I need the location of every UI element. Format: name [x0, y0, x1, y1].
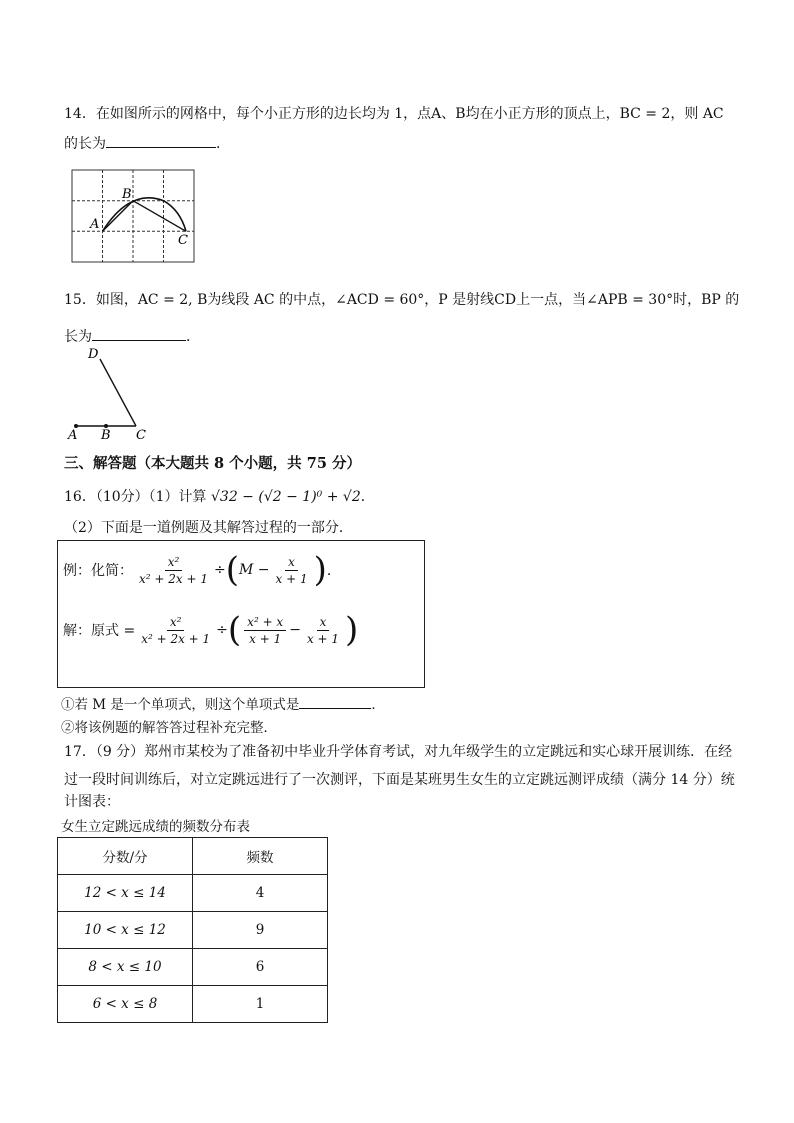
header-score: 分数/分: [58, 838, 193, 875]
q15-answer-blank[interactable]: [92, 326, 186, 341]
q16-part1-suffix: ．: [360, 489, 375, 505]
example-frac2-den: x + 1: [275, 571, 308, 586]
cell-range: 10 < x ≤ 12: [58, 912, 193, 949]
example-row: [63, 550, 341, 590]
cell-range: 12 < x ≤ 14: [58, 875, 193, 912]
example-frac2: [273, 555, 311, 586]
q14-suffix: ．: [216, 136, 230, 152]
q16-sub1-blank[interactable]: [299, 694, 371, 709]
cell-count: 6: [193, 949, 328, 986]
segment-bc: [133, 201, 186, 232]
solution-frac2: [244, 615, 286, 646]
q17-line1: 17．（9 分）郑州市某校为了准备初中毕业升学体育考试，对九年级学生的立定跳远和实心球开展训练．在经: [64, 744, 733, 760]
example-frac1: [136, 555, 211, 586]
q16-sub1-suffix: ．: [371, 697, 385, 713]
q16-part1-prefix: 16．（10分）（1）计算: [64, 489, 207, 505]
example-end: ．: [326, 563, 341, 579]
table-row: [58, 986, 328, 1023]
solution-frac2-num: x² + x: [244, 615, 286, 631]
q15-prefix: 长为: [64, 329, 92, 345]
label-c: C: [178, 233, 188, 248]
label-a: A: [90, 217, 100, 232]
ray-cd: [100, 359, 136, 426]
solution-div: ÷: [216, 622, 228, 638]
solution-row: [63, 610, 359, 650]
label-b: B: [101, 428, 111, 443]
q15-line2: [64, 326, 200, 346]
cell-count: 4: [193, 875, 328, 912]
right-paren: ): [313, 550, 327, 590]
cell-count: 9: [193, 912, 328, 949]
arc-ac: [103, 198, 187, 231]
q14-line2: [64, 133, 230, 153]
label-a: A: [68, 428, 78, 443]
solution-frac3-num: x: [317, 615, 330, 631]
right-paren: ): [345, 610, 359, 650]
q16-part1-expression: √32 − (√2 − 1)⁰ + √2: [211, 489, 361, 505]
q14-line1: 14．在如图所示的网格中，每个小正方形的边长均为 1，点A、B均在小正方形的顶点上，BC = 2，则 AC: [64, 106, 724, 122]
q14-prefix: 的长为: [64, 136, 106, 152]
left-paren: (: [225, 550, 239, 590]
section3-title: 三、解答题（本大题共 8 个小题，共 75 分）: [64, 455, 361, 472]
cell-range: 8 < x ≤ 10: [58, 949, 193, 986]
example-frac1-num: x²: [165, 555, 183, 571]
solution-frac2-den: x + 1: [249, 631, 282, 646]
solution-label: 解：原式 =: [63, 623, 136, 639]
table-row: [58, 875, 328, 912]
solution-frac1-num: x²: [167, 615, 185, 631]
solution-frac3: [304, 615, 342, 646]
q17-line3: 计图表：: [64, 794, 120, 810]
example-div: ÷: [213, 562, 226, 578]
example-frac2-num: x: [285, 555, 298, 571]
frequency-table: [57, 837, 328, 1023]
grid-lines: [72, 170, 194, 262]
solution-minus: −: [289, 622, 301, 638]
q16-part2: （2）下面是一道例题及其解答过程的一部分．: [64, 520, 353, 536]
q14-answer-blank[interactable]: [106, 133, 216, 148]
example-m: M −: [238, 562, 270, 578]
table-row: [58, 949, 328, 986]
q16-part1: [64, 486, 375, 506]
solution-frac1: [138, 615, 213, 646]
solution-frac1-den: x² + 2x + 1: [141, 631, 211, 646]
example-frac1-den: x² + 2x + 1: [139, 571, 208, 586]
q14-grid-figure: [70, 168, 198, 266]
cell-range: 6 < x ≤ 8: [58, 986, 193, 1023]
label-d: D: [88, 347, 99, 362]
left-paren: (: [227, 610, 242, 650]
q17-line2: 过一段时间训练后，对立定跳远进行了一次测评，下面是某班男生女生的立定跳远测评成绩（满分 14 分）统: [64, 772, 735, 788]
q15-suffix: ．: [186, 329, 200, 345]
table-row: [58, 912, 328, 949]
q16-example-box: [57, 540, 425, 688]
segment-ab: [103, 201, 134, 232]
table-header-row: [58, 838, 328, 875]
solution-frac3-den: x + 1: [306, 631, 340, 646]
label-b: B: [122, 187, 132, 202]
q17-table-title: 女生立定跳远成绩的频数分布表: [61, 819, 250, 835]
q16-sub1: [61, 693, 385, 713]
q15-line1: 15．如图，AC = 2, B为线段 AC 的中点，∠ACD = 60°，P 是射线CD上一点，当∠APB = 30°时，BP 的: [64, 292, 740, 308]
example-label: 例：化简：: [63, 563, 133, 579]
q15-ray-figure: [62, 345, 162, 445]
header-frequency: 频数: [193, 838, 328, 875]
cell-count: 1: [193, 986, 328, 1023]
label-c: C: [136, 428, 146, 443]
q16-sub1-prefix: ①若 M 是一个单项式，则这个单项式是: [61, 697, 300, 713]
q16-sub2: ②将该例题的解答答过程补充完整．: [61, 720, 277, 736]
